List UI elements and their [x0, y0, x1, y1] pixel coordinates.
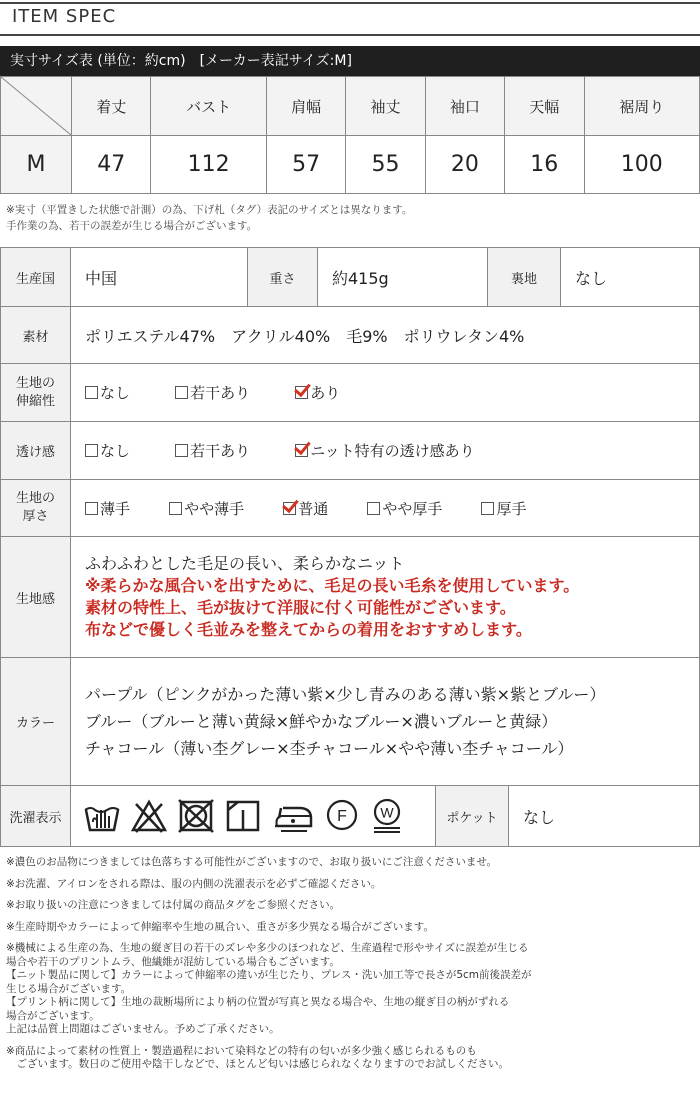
- spec-row-texture: [1, 537, 700, 658]
- col-header-bust: バスト: [151, 77, 266, 136]
- col-header-sleeve: 袖丈: [346, 77, 425, 136]
- size-value: 55: [346, 136, 425, 194]
- sheer-option-slight: 若干あり: [175, 440, 250, 461]
- footnote: ※濃色のお品物につきましては色落ちする可能性がございますので、お取り扱いにご注意くださいませ。: [6, 856, 498, 868]
- diagonal-line-icon: [1, 77, 71, 135]
- thickness-options: [71, 480, 700, 537]
- spec-row-thickness: [1, 480, 700, 537]
- measure-note-2: 手作業の為、若干の誤差が生じる場合がございます。: [6, 220, 258, 232]
- no-tumble-dry-icon: [177, 798, 215, 834]
- spec-table-3: [0, 785, 700, 847]
- wet-clean-letter: W: [380, 804, 394, 821]
- stretch-option-slight: 若干あり: [175, 382, 250, 403]
- weight-label: 重さ: [248, 248, 318, 307]
- spec-row-stretch: [1, 364, 700, 422]
- lining-value: なし: [561, 248, 700, 307]
- thickness-option-slightly-thick: やや厚手: [367, 498, 442, 519]
- checked-checkbox-icon: [283, 502, 296, 515]
- weight-value: 約415g: [318, 248, 488, 307]
- spec-row-material: [1, 307, 700, 364]
- size-value: 57: [266, 136, 345, 194]
- origin-label: 生産国: [1, 248, 71, 307]
- stretch-option-none: なし: [85, 382, 130, 403]
- footnote: ※機械による生産の為、生地の縦ぎ目の若干のズレや多少のほつれなど、生産過程で形やサイズに誤差が生じる 場合や若干のプリントムラ、他繊維が混紡している場合もございます。 【ニット製品に関して】カラーによって伸縮率の違いが生じたり、プレス・洗い加工等で長さが5cm前後誤差が 生じる場合がございます。 【プリント柄に関して】生地の裁断場所により柄の位置が写真と異なる場合や、生地の縦ぎ目の柄がずれる 場合がございます。 上記は品質上問題はございません。予めご了承ください。: [6, 942, 532, 1035]
- color-purple: パープル（ピンクがかった薄い紫×少し青みのある薄い紫×紫とブルー）: [85, 685, 606, 704]
- footnote: ※お洗濯、アイロンをされる際は、服の内側の洗濯表示を必ずご確認ください。: [6, 877, 382, 890]
- dry-clean-letter: F: [337, 808, 347, 825]
- sheer-options: [71, 422, 700, 480]
- size-table-head-row: [1, 77, 700, 136]
- size-value: 16: [505, 136, 584, 194]
- checked-checkbox-icon: [295, 386, 308, 399]
- checkbox-icon: [175, 444, 188, 457]
- checkbox-icon: [85, 386, 98, 399]
- color-cell: [71, 658, 700, 786]
- measure-note-1: ※実寸（平置きした状態で計測）の為、下げ札（タグ）表記のサイズとは異なります。: [6, 204, 413, 216]
- material-value: ポリエステル47% アクリル40% 毛9% ポリウレタン4%: [71, 307, 700, 364]
- top-rule: [0, 2, 700, 4]
- texture-warning-1: ※柔らかな風合いを出すために、毛足の長い毛糸を使用しています。: [85, 576, 580, 595]
- line-dry-shade-icon: [224, 798, 262, 834]
- size-value: 47: [72, 136, 151, 194]
- footnote: ※商品によって素材の性質上・製造過程において染料などの特有の匂いが多少強く感じられるものも ございます。数日のご使用や陰干しなどで、ほとんど匂いは感じられなくなりますのでお試しください。: [6, 1044, 509, 1070]
- material-label: 素材: [1, 307, 71, 364]
- checkbox-icon: [367, 502, 380, 515]
- size-table-header: 実寸サイズ表 (単位：約cm) [メーカー表記サイズ:M]: [0, 46, 700, 76]
- texture-warning-3: 布などで優しく毛並みを整えてからの着用をおすすめします。: [85, 620, 532, 639]
- thickness-option-normal: 普通: [283, 498, 328, 519]
- col-header-shoulder: 肩幅: [266, 77, 345, 136]
- col-header-length: 着丈: [72, 77, 151, 136]
- spec-row-origin: [1, 248, 700, 307]
- size-value: 100: [584, 136, 700, 194]
- texture-warning-2: 素材の特性上、毛が抜けて洋服に付く可能性がございます。: [85, 598, 516, 617]
- size-value: 112: [151, 136, 266, 194]
- wash-label: 洗濯表示: [1, 786, 71, 847]
- pocket-label: ポケット: [436, 786, 509, 847]
- thickness-option-slightly-thin: やや薄手: [169, 498, 244, 519]
- size-label: M: [1, 136, 72, 194]
- checkbox-icon: [175, 386, 188, 399]
- origin-value: 中国: [71, 248, 248, 307]
- stretch-option-yes: あり: [295, 382, 340, 403]
- lining-label: 裏地: [488, 248, 561, 307]
- size-row-m: [1, 136, 700, 194]
- wet-clean-w-icon: [369, 797, 405, 835]
- col-header-hem: 裾周り: [584, 77, 700, 136]
- texture-description: ふわふわとした毛足の長い、柔らかなニット: [85, 554, 405, 573]
- checked-checkbox-icon: [295, 444, 308, 457]
- footnote: ※生産時期やカラーによって伸縮率や生地の風合い、重さが多少異なる場合がございます。: [6, 920, 434, 933]
- stretch-options: [71, 364, 700, 422]
- sheer-option-none: なし: [85, 440, 130, 461]
- checkbox-icon: [481, 502, 494, 515]
- spec-table-2: [0, 306, 700, 786]
- color-label: カラー: [1, 658, 71, 786]
- no-bleach-icon: [130, 798, 168, 834]
- footnote: ※お取り扱いの注意につきましては付属の商品タグをご参照ください。: [6, 899, 341, 911]
- thickness-option-thin: 薄手: [85, 498, 130, 519]
- sheer-label: 透け感: [1, 422, 71, 480]
- footnotes: [6, 856, 696, 1072]
- hand-wash-icon: [83, 798, 121, 834]
- col-header-cuff: 袖口: [425, 77, 504, 136]
- stretch-label: 生地の 伸縮性: [1, 364, 71, 422]
- checkbox-icon: [169, 502, 182, 515]
- color-blue: ブルー（ブルーと薄い黄緑×鮮やかなブルー×濃いブルーと黄緑）: [85, 712, 558, 731]
- color-charcoal: チャコール（薄い杢グレー×杢チャコール×やや薄い杢チャコール）: [85, 739, 574, 758]
- title-rule: [0, 34, 700, 36]
- size-value: 20: [425, 136, 504, 194]
- dry-clean-f-icon: [324, 798, 360, 834]
- spec-row-wash: [1, 786, 700, 847]
- thickness-option-thick: 厚手: [481, 498, 526, 519]
- checkbox-icon: [85, 502, 98, 515]
- page-title: ITEM SPEC: [12, 6, 117, 27]
- thickness-label: 生地の 厚さ: [1, 480, 71, 537]
- col-header-neck-width: 天幅: [505, 77, 584, 136]
- spec-row-color: [1, 658, 700, 786]
- spec-table: [0, 247, 700, 307]
- iron-low-icon: [271, 798, 315, 834]
- pocket-value: なし: [509, 786, 700, 847]
- checkbox-icon: [85, 444, 98, 457]
- sheer-option-knit: ニット特有の透け感あり: [295, 440, 474, 461]
- spec-row-sheer: [1, 422, 700, 480]
- wash-icons-cell: [71, 786, 436, 847]
- texture-label: 生地感: [1, 537, 71, 658]
- diagonal-cell: [1, 77, 72, 136]
- texture-cell: [71, 537, 700, 658]
- size-table: [0, 76, 700, 194]
